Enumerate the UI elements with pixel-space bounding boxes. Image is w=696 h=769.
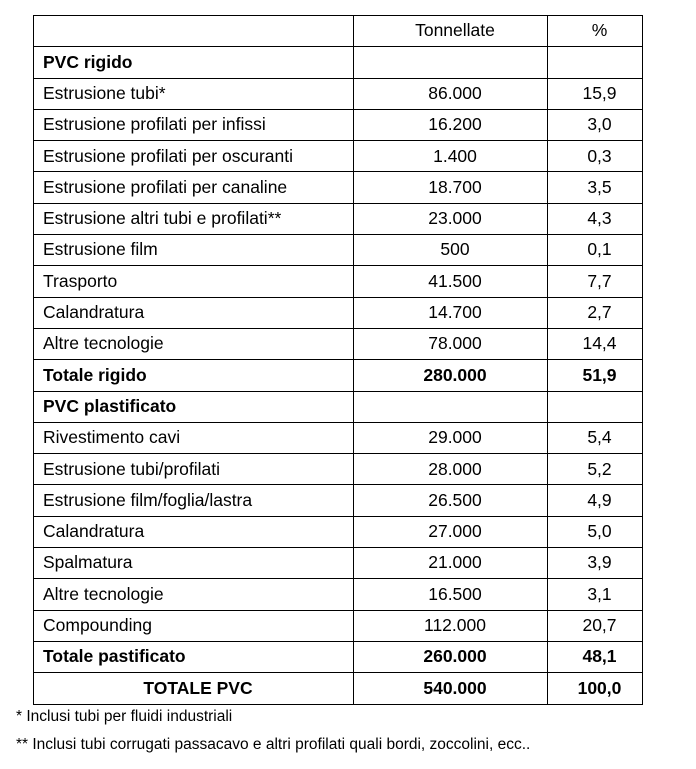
row-label: Totale rigido xyxy=(34,360,354,391)
table-row xyxy=(34,141,643,172)
row-percent: 0,1 xyxy=(548,235,643,266)
row-tonnes: 112.000 xyxy=(354,610,548,641)
table-row xyxy=(34,516,643,547)
row-tonnes: 16.200 xyxy=(354,109,548,140)
row-percent xyxy=(548,47,643,78)
row-percent: 0,3 xyxy=(548,141,643,172)
row-tonnes: 16.500 xyxy=(354,579,548,610)
row-label: Estrusione profilati per oscuranti xyxy=(34,141,354,172)
row-label: Trasporto xyxy=(34,266,354,297)
row-label: PVC plastificato xyxy=(34,391,354,422)
table-row xyxy=(34,579,643,610)
row-tonnes: 23.000 xyxy=(354,203,548,234)
row-percent: 3,9 xyxy=(548,548,643,579)
footnote-1: * Inclusi tubi per fluidi industriali xyxy=(16,708,233,725)
subtotal-row xyxy=(34,360,643,391)
row-label: Spalmatura xyxy=(34,548,354,579)
row-tonnes: 27.000 xyxy=(354,516,548,547)
table-row xyxy=(34,454,643,485)
row-percent: 3,5 xyxy=(548,172,643,203)
row-tonnes: 260.000 xyxy=(354,641,548,672)
row-label: Estrusione profilati per infissi xyxy=(34,109,354,140)
row-tonnes: 18.700 xyxy=(354,172,548,203)
row-tonnes xyxy=(354,47,548,78)
row-percent: 15,9 xyxy=(548,78,643,109)
row-percent: 20,7 xyxy=(548,610,643,641)
row-tonnes: 540.000 xyxy=(354,673,548,704)
row-tonnes: 500 xyxy=(354,235,548,266)
table-row xyxy=(34,548,643,579)
footnotes xyxy=(16,709,530,765)
row-label: Altre tecnologie xyxy=(34,579,354,610)
row-percent: 5,2 xyxy=(548,454,643,485)
table-row xyxy=(34,109,643,140)
total-row xyxy=(34,673,643,704)
row-percent xyxy=(548,391,643,422)
row-tonnes xyxy=(354,391,548,422)
table-row xyxy=(34,172,643,203)
row-percent: 14,4 xyxy=(548,328,643,359)
row-tonnes: 78.000 xyxy=(354,328,548,359)
table-row xyxy=(34,78,643,109)
row-tonnes: 21.000 xyxy=(354,548,548,579)
pvc-consumption-table xyxy=(33,15,643,705)
row-tonnes: 86.000 xyxy=(354,78,548,109)
table-body xyxy=(34,16,643,705)
row-label: Calandratura xyxy=(34,297,354,328)
header-label-cell xyxy=(34,16,354,47)
row-tonnes: 41.500 xyxy=(354,266,548,297)
header-percent: % xyxy=(548,16,643,47)
row-tonnes: 1.400 xyxy=(354,141,548,172)
row-percent: 3,0 xyxy=(548,109,643,140)
section-row xyxy=(34,47,643,78)
row-label: Compounding xyxy=(34,610,354,641)
row-percent: 7,7 xyxy=(548,266,643,297)
table-header-row xyxy=(34,16,643,47)
row-label: Estrusione altri tubi e profilati** xyxy=(34,203,354,234)
row-label: Estrusione tubi/profilati xyxy=(34,454,354,485)
subtotal-row xyxy=(34,641,643,672)
table-row xyxy=(34,235,643,266)
row-percent: 100,0 xyxy=(548,673,643,704)
table-row xyxy=(34,266,643,297)
row-label: Rivestimento cavi xyxy=(34,422,354,453)
section-row xyxy=(34,391,643,422)
row-percent: 48,1 xyxy=(548,641,643,672)
row-tonnes: 280.000 xyxy=(354,360,548,391)
row-tonnes: 29.000 xyxy=(354,422,548,453)
table-row xyxy=(34,610,643,641)
row-label: Estrusione profilati per canaline xyxy=(34,172,354,203)
row-percent: 51,9 xyxy=(548,360,643,391)
row-label: Estrusione film/foglia/lastra xyxy=(34,485,354,516)
row-tonnes: 26.500 xyxy=(354,485,548,516)
table-row xyxy=(34,328,643,359)
row-label: Totale pastificato xyxy=(34,641,354,672)
row-label: Estrusione film xyxy=(34,235,354,266)
table-row xyxy=(34,422,643,453)
row-label: Altre tecnologie xyxy=(34,328,354,359)
row-label: PVC rigido xyxy=(34,47,354,78)
table-row xyxy=(34,203,643,234)
row-label: TOTALE PVC xyxy=(34,673,354,704)
header-tonnes: Tonnellate xyxy=(354,16,548,47)
table-row xyxy=(34,297,643,328)
row-percent: 5,0 xyxy=(548,516,643,547)
row-percent: 2,7 xyxy=(548,297,643,328)
row-tonnes: 14.700 xyxy=(354,297,548,328)
row-label: Estrusione tubi* xyxy=(34,78,354,109)
row-percent: 5,4 xyxy=(548,422,643,453)
row-tonnes: 28.000 xyxy=(354,454,548,485)
row-label: Calandratura xyxy=(34,516,354,547)
row-percent: 3,1 xyxy=(548,579,643,610)
table-row xyxy=(34,485,643,516)
row-percent: 4,3 xyxy=(548,203,643,234)
footnote-2: ** Inclusi tubi corrugati passacavo e altri profilati quali bordi, zoccolini, ecc.. xyxy=(16,736,531,753)
row-percent: 4,9 xyxy=(548,485,643,516)
